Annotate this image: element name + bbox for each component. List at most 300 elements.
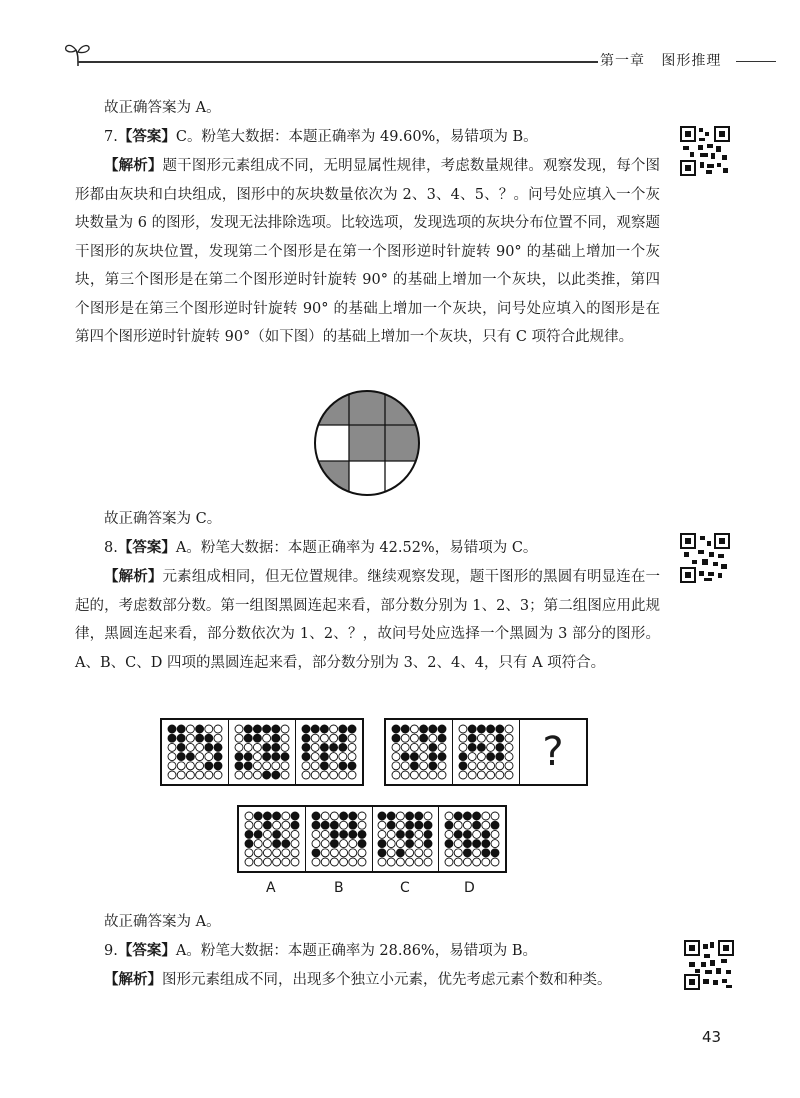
q7-number: 7.: [104, 129, 118, 145]
dot: [339, 812, 347, 820]
dot: [196, 753, 204, 761]
dot: [459, 771, 467, 779]
dot: [235, 734, 243, 742]
dot: [438, 734, 446, 742]
dot: [291, 812, 299, 820]
dot: [320, 725, 328, 733]
dot: [445, 849, 453, 857]
dot: [168, 734, 176, 742]
dot: [438, 743, 446, 751]
dot: [311, 743, 319, 751]
dot: [339, 725, 347, 733]
q9-analysis-text: 图形元素组成不同，出现多个独立小元素，优先考虑元素个数和种类。: [162, 972, 612, 988]
dot: [348, 849, 356, 857]
dot: [473, 858, 481, 866]
qr-code-q7[interactable]: [680, 126, 730, 176]
dot: [186, 753, 194, 761]
dot: [263, 743, 271, 751]
dot: [482, 858, 490, 866]
dot: [454, 830, 462, 838]
dot: [320, 734, 328, 742]
q8-option-d: [439, 807, 505, 871]
dot: [496, 743, 504, 751]
q8-group1-panel: [160, 718, 364, 786]
dot: [424, 821, 432, 829]
dot: [445, 830, 453, 838]
dot: [321, 840, 329, 848]
dot-grid: [391, 724, 447, 780]
dot: [168, 725, 176, 733]
dot: [330, 858, 338, 866]
dot: [415, 858, 423, 866]
dot: [235, 753, 243, 761]
dot: [281, 753, 289, 761]
dot: [397, 812, 405, 820]
dot: [339, 830, 347, 838]
dot: [244, 753, 252, 761]
dot: [491, 840, 499, 848]
dot: [406, 821, 414, 829]
q7-answer-label: 【答案】: [117, 128, 176, 145]
dot: [254, 840, 262, 848]
dot: [235, 762, 243, 770]
dot: [473, 840, 481, 848]
dot: [302, 762, 310, 770]
dot: [186, 734, 194, 742]
dot: [254, 849, 262, 857]
dot: [397, 858, 405, 866]
dot: [244, 762, 252, 770]
dot: [263, 840, 271, 848]
dot: [459, 753, 467, 761]
dot: [410, 734, 418, 742]
dot: [397, 821, 405, 829]
dot: [272, 771, 280, 779]
q8-figure-2-2: [453, 720, 520, 784]
dot: [406, 840, 414, 848]
dot: [429, 734, 437, 742]
dot: [282, 812, 290, 820]
dot: [281, 743, 289, 751]
dot: [358, 830, 366, 838]
dot: [321, 830, 329, 838]
dot: [272, 743, 280, 751]
dot: [388, 840, 396, 848]
dot: [245, 821, 253, 829]
dot: [272, 840, 280, 848]
dot: [245, 858, 253, 866]
dot: [482, 821, 490, 829]
dot: [454, 840, 462, 848]
dot: [401, 725, 409, 733]
dot: [348, 840, 356, 848]
dot: [196, 734, 204, 742]
dot: [205, 753, 213, 761]
dot: [505, 743, 513, 751]
dot: [420, 762, 428, 770]
dot: [401, 762, 409, 770]
dot: [505, 734, 513, 742]
dot: [272, 762, 280, 770]
dot: [505, 753, 513, 761]
q8-question-mark: ?: [542, 729, 564, 775]
dot: [348, 743, 356, 751]
q8-conclusion: 故正确答案为 A。: [104, 914, 221, 930]
dot: [348, 821, 356, 829]
dot: [487, 771, 495, 779]
dot: [302, 753, 310, 761]
dot: [401, 771, 409, 779]
dot: [254, 812, 262, 820]
option-label-c: C: [400, 880, 410, 896]
dot: [339, 771, 347, 779]
dot: [339, 840, 347, 848]
q8-analysis-label: 【解析】: [104, 568, 163, 585]
dot: [244, 743, 252, 751]
dot: [459, 734, 467, 742]
dot: [321, 849, 329, 857]
dot: [235, 725, 243, 733]
dot: [281, 771, 289, 779]
dot: [378, 812, 386, 820]
dot: [214, 725, 222, 733]
dot: [429, 725, 437, 733]
dot: [477, 762, 485, 770]
dot: [358, 840, 366, 848]
dot: [291, 830, 299, 838]
dot: [410, 771, 418, 779]
dot: [186, 771, 194, 779]
dot: [312, 840, 320, 848]
dot: [378, 830, 386, 838]
q7-analysis: [75, 152, 660, 352]
dot: [281, 762, 289, 770]
dot: [205, 734, 213, 742]
dot: [235, 771, 243, 779]
dot: [487, 762, 495, 770]
dot: [482, 812, 490, 820]
header-rule-right: [736, 61, 776, 62]
dot: [330, 743, 338, 751]
option-label-b: B: [334, 880, 344, 896]
dot: [358, 858, 366, 866]
dot: [196, 762, 204, 770]
q9-analysis-label: 【解析】: [104, 971, 162, 988]
dot: [438, 762, 446, 770]
dot: [415, 821, 423, 829]
dot: [320, 762, 328, 770]
dot: [464, 812, 472, 820]
dot: [429, 762, 437, 770]
page-number: 43: [702, 1028, 722, 1046]
qr-code-icon: [684, 940, 734, 990]
dot: [459, 725, 467, 733]
dot: [464, 840, 472, 848]
dot: [272, 725, 280, 733]
dot: [410, 762, 418, 770]
dot: [311, 771, 319, 779]
dot: [424, 849, 432, 857]
dot: [253, 771, 261, 779]
dot: [214, 734, 222, 742]
dot: [392, 725, 400, 733]
dot: [401, 734, 409, 742]
dot: [459, 743, 467, 751]
dot: [388, 858, 396, 866]
dot: [282, 821, 290, 829]
dot: [464, 849, 472, 857]
dot: [348, 734, 356, 742]
dot: [177, 771, 185, 779]
dot: [378, 849, 386, 857]
dot: [406, 830, 414, 838]
dot: [378, 858, 386, 866]
dot: [420, 725, 428, 733]
dot: [272, 812, 280, 820]
dot: [196, 743, 204, 751]
dot: [263, 830, 271, 838]
dot: [244, 771, 252, 779]
dot: [420, 734, 428, 742]
dot: [312, 858, 320, 866]
dot: [253, 753, 261, 761]
dot: [392, 743, 400, 751]
dot: [464, 858, 472, 866]
dot: [282, 849, 290, 857]
q7-analysis-label: 【解析】: [104, 157, 163, 174]
dot: [454, 812, 462, 820]
dot: [253, 743, 261, 751]
dot: [272, 821, 280, 829]
q8-option-c: [373, 807, 440, 871]
dot: [401, 743, 409, 751]
qr-code-icon: [680, 126, 730, 176]
q8-options-panel: [237, 805, 507, 873]
dot: [321, 858, 329, 866]
dot: [272, 734, 280, 742]
dot: [487, 753, 495, 761]
dot: [263, 821, 271, 829]
dot: [348, 812, 356, 820]
dot: [214, 771, 222, 779]
dot: [420, 753, 428, 761]
q8-analysis-text: 元素组成相同，但无位置规律。继续观察发现，题干图形的黑圆有明显连在一起的，考虑数部分数。第一组图黑圆连起来看，部分数分别为 1、2、3；第二组图应用此规律，黑圆连起来看，部分数依次为 1、2、？，故问号处应选择一个黑圆为 3 部分的图形。A、B、C、D 四项的黑圆连起来看，部分数分别为 3、2、4、4，只有 A 项符合。: [75, 569, 661, 671]
dot: [358, 849, 366, 857]
dot: [291, 840, 299, 848]
dot-grid: [444, 811, 500, 867]
dot: [468, 762, 476, 770]
dot: [339, 821, 347, 829]
dot: [477, 771, 485, 779]
dot: [505, 771, 513, 779]
dot: [339, 849, 347, 857]
dot: [302, 734, 310, 742]
dot: [302, 771, 310, 779]
q8-answer-label: 【答案】: [117, 539, 176, 556]
dot: [168, 762, 176, 770]
dot: [473, 821, 481, 829]
dot: [245, 812, 253, 820]
dot: [477, 753, 485, 761]
option-label-d: D: [464, 880, 475, 896]
dot: [263, 753, 271, 761]
dot: [473, 812, 481, 820]
dot: [339, 858, 347, 866]
dot: [415, 812, 423, 820]
dot: [177, 743, 185, 751]
dot: [415, 849, 423, 857]
dot: [186, 743, 194, 751]
chapter-label: 第一章: [600, 53, 645, 69]
dot: [392, 762, 400, 770]
dot: [168, 753, 176, 761]
dot: [244, 725, 252, 733]
dot: [330, 725, 338, 733]
dot: [320, 753, 328, 761]
dot: [406, 812, 414, 820]
dot: [410, 725, 418, 733]
dot: [330, 849, 338, 857]
dot: [438, 771, 446, 779]
dot: [311, 762, 319, 770]
dot: [445, 858, 453, 866]
dot: [464, 830, 472, 838]
dot: [235, 743, 243, 751]
dot: [263, 734, 271, 742]
dot: [330, 734, 338, 742]
dot: [311, 725, 319, 733]
dot-grid: [301, 724, 357, 780]
dot: [245, 849, 253, 857]
dot: [496, 762, 504, 770]
dot: [410, 743, 418, 751]
dot: [253, 762, 261, 770]
q6-conclusion: 故正确答案为 A。: [104, 100, 221, 116]
dot: [272, 830, 280, 838]
q8-figure-2-1: [386, 720, 453, 784]
dot: [487, 734, 495, 742]
dot: [281, 734, 289, 742]
dot: [454, 849, 462, 857]
dot: [348, 858, 356, 866]
q9-answer-text: A。粉笔大数据：本题正确率为 28.86%，易错项为 B。: [175, 943, 537, 959]
qr-code-q9[interactable]: [684, 940, 734, 990]
dot: [445, 821, 453, 829]
dot: [468, 725, 476, 733]
dot: [330, 812, 338, 820]
dot: [445, 812, 453, 820]
dot: [291, 849, 299, 857]
dot: [468, 743, 476, 751]
q7-rotated-figure: [312, 388, 422, 498]
dot: [406, 858, 414, 866]
q7-answer-line: [104, 123, 538, 151]
dot: [177, 762, 185, 770]
dot: [392, 771, 400, 779]
q7-analysis-text: 题干图形元素组成不同，无明显属性规律，考虑数量规律。观察发现，每个图形都由灰块和白块组成，图形中的灰块数量依次为 2、3、4、5、？。问号处应填入一个灰块数量为 6 的图形，发现无法排除选项。比较选项，发现选项的灰块分布位置不同，观察题干图形的灰块位置，发现第二个图形是在第一个图形逆时针旋转 90° 的基础上增加一个灰块，第三个图形是在第二个图形逆时针旋转 90° 的基础上增加一个灰块，以此类推，第四个图形是在第三个图形逆时针旋转 90° 的基础上增加一个灰块，问号处应填入的图形是在第四个图形逆时针旋转 90°（如下图）的基础上增加一个灰块，只有 C 项符合此规律。: [75, 158, 661, 345]
dot: [214, 762, 222, 770]
dot: [330, 753, 338, 761]
dot: [348, 762, 356, 770]
dot: [312, 812, 320, 820]
dot: [272, 849, 280, 857]
dot: [253, 734, 261, 742]
dot: [482, 849, 490, 857]
q8-figure-1-2: [229, 720, 296, 784]
dot: [263, 771, 271, 779]
dot: [378, 840, 386, 848]
dot: [312, 821, 320, 829]
dot: [410, 753, 418, 761]
qr-code-icon: [680, 533, 730, 583]
dot: [392, 753, 400, 761]
dot: [321, 812, 329, 820]
dot: [330, 821, 338, 829]
q8-figure-1-3: [296, 720, 362, 784]
dot: [168, 743, 176, 751]
q9-answer-label: 【答案】: [117, 942, 176, 959]
dot: [186, 762, 194, 770]
dot: [397, 830, 405, 838]
dot: [282, 858, 290, 866]
dot: [424, 858, 432, 866]
dot: [214, 743, 222, 751]
dot: [311, 753, 319, 761]
dot: [438, 753, 446, 761]
dot: [454, 821, 462, 829]
q8-figure-1-1: [162, 720, 229, 784]
dot: [358, 812, 366, 820]
q9-analysis: [75, 966, 660, 995]
dot: [186, 725, 194, 733]
dot: [339, 734, 347, 742]
dot: [464, 821, 472, 829]
dot: [420, 743, 428, 751]
dot: [491, 812, 499, 820]
running-header: [600, 50, 721, 70]
q9-answer-line: [104, 937, 537, 965]
dot: [177, 725, 185, 733]
dot: [312, 849, 320, 857]
dot: [272, 753, 280, 761]
dot: [291, 821, 299, 829]
q8-option-b: [306, 807, 373, 871]
dot: [496, 771, 504, 779]
option-label-a: A: [266, 880, 276, 896]
dot: [388, 830, 396, 838]
qr-code-q8[interactable]: [680, 533, 730, 583]
dot: [302, 725, 310, 733]
dot: [330, 762, 338, 770]
dot: [205, 771, 213, 779]
dot: [196, 771, 204, 779]
dot: [505, 725, 513, 733]
dot: [330, 771, 338, 779]
q7-answer-text: C。粉笔大数据：本题正确率为 49.60%，易错项为 B。: [175, 129, 538, 145]
dot: [438, 725, 446, 733]
dot: [429, 753, 437, 761]
dot: [263, 858, 271, 866]
dot: [348, 830, 356, 838]
dot: [429, 743, 437, 751]
dot-grid: [311, 811, 367, 867]
dot: [244, 734, 252, 742]
dot: [487, 743, 495, 751]
dot-grid: [167, 724, 223, 780]
dot: [254, 858, 262, 866]
dot: [378, 821, 386, 829]
q8-number: 8.: [104, 540, 118, 556]
